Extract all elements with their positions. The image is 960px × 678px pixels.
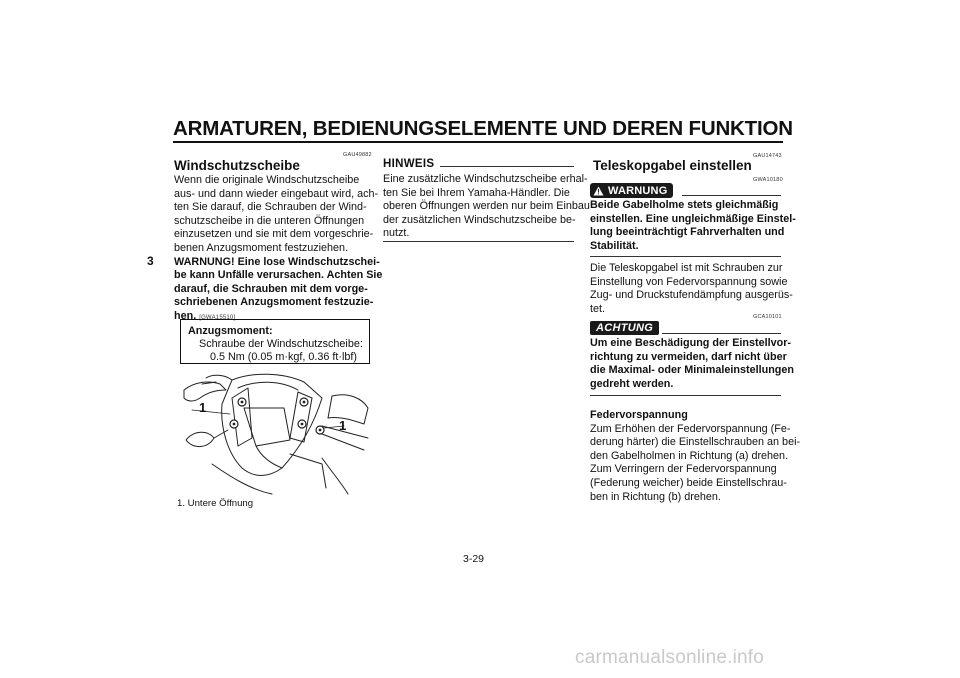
- page-number: 3-29: [463, 553, 485, 565]
- text-line: Zum Erhöhen der Federvorspannung (Fe-: [590, 422, 791, 435]
- callout-1-left: 1: [199, 400, 207, 415]
- section-heading-windschutzscheibe: Windschutzscheibe: [174, 158, 300, 173]
- text-line: (Federung weicher) beide Einstellschrau-: [590, 476, 787, 489]
- warning-badge-label: WARNUNG: [608, 184, 668, 197]
- warning-line: hen.: [174, 309, 197, 322]
- warning-code: [GWA15510]: [199, 314, 236, 321]
- text-line: Die Teleskopgabel ist mit Schrauben zur: [590, 262, 783, 274]
- leader-line-left: [192, 410, 230, 414]
- section-code: GAU14743: [753, 153, 782, 159]
- text-line: gedreht werden.: [590, 377, 674, 390]
- text-line: derung härter) die Einstellschrauben an bei-: [590, 436, 801, 449]
- note-paragraph: [383, 173, 590, 241]
- hand-finger: [206, 375, 232, 380]
- text-line: nutzt.: [383, 227, 410, 240]
- text-line: schutzscheibe in die unteren Öffnungen: [174, 214, 365, 227]
- page-title: ARMATUREN, BEDIENUNGSELEMENTE UND DEREN FUNKTION: [173, 117, 793, 140]
- bracket-left: [232, 388, 252, 446]
- hand-outline: [184, 382, 226, 401]
- torque-value: 0.5 Nm (0.05 m·kgf, 0.36 ft·lbf): [210, 351, 358, 363]
- note-rule-bottom: [383, 241, 574, 242]
- callout-1-right: 1: [339, 418, 347, 433]
- warning-line: be kann Unfälle verursachen. Achten Sie: [174, 269, 383, 282]
- chapter-tab: 3: [147, 254, 154, 268]
- torque-title: Anzugsmoment:: [188, 325, 273, 337]
- warning-line: WARNUNG! Eine lose Windschutzschei-: [174, 255, 380, 268]
- text-line: ten Sie darauf, die Schrauben der Wind-: [174, 201, 367, 214]
- hand-right: [328, 395, 368, 424]
- text-line: benen Anzugsmoment festzuziehen.: [174, 241, 349, 254]
- watermark: carmanualsonline.info: [575, 647, 765, 668]
- text-line: tet.: [590, 302, 606, 315]
- text-line: lung beeinträchtigt Fahrverhalten und: [590, 226, 785, 239]
- text-line: Zum Verringern der Federvorspannung: [590, 463, 777, 476]
- text-line: Eine zusätzliche Windschutzscheibe erhal-: [383, 173, 588, 185]
- spring-preload-section: [590, 409, 800, 504]
- warning-line: darauf, die Schrauben mit dem vorge-: [174, 282, 368, 295]
- text-line: einzusetzen und sie mit dem vorgeschrie-: [174, 228, 374, 241]
- torque-spec-box: [180, 319, 370, 364]
- caution-rule-top: [662, 333, 781, 334]
- text-line: Zug- und Druckstufendämpfung ausgerüs-: [590, 289, 793, 302]
- figure-caption: 1. Untere Öffnung: [177, 498, 254, 509]
- warning-line: schriebenen Anzugsmoment festzuzie-: [174, 296, 374, 309]
- section-code: GAU49882: [343, 152, 372, 158]
- fork-intro-text: [590, 262, 793, 316]
- text-line: der zusätzlichen Windschutzscheibe be-: [383, 213, 576, 226]
- sub-heading: Federvorspannung: [590, 409, 688, 421]
- warning-code: GWA10180: [753, 177, 783, 183]
- section-heading-teleskopgabel: Teleskopgabel einstellen: [593, 158, 752, 173]
- text-line: ten Sie bei Ihrem Yamaha-Händler. Die: [383, 186, 570, 199]
- note-rule-top: [440, 166, 574, 167]
- text-line: oberen Öffnungen werden nur beim Einbau: [383, 200, 590, 213]
- fork-warning-text: [590, 199, 796, 253]
- caution-text: [590, 337, 794, 391]
- text-line: Einstellung von Federvorspannung sowie: [590, 275, 788, 288]
- text-line: einstellen. Eine ungleichmäßige Einstel-: [590, 212, 796, 225]
- warning-badge: [590, 183, 673, 198]
- windshield-paragraph: [174, 174, 382, 326]
- text-line: Um eine Beschädigung der Einstellvor-: [590, 337, 791, 349]
- text-line: Wenn die originale Windschutzscheibe: [174, 174, 360, 186]
- text-line: die Maximal- oder Minimaleinstellungen: [590, 364, 794, 377]
- text-line: aus- und dann wieder eingebaut wird, ach-: [174, 187, 379, 200]
- warning-rule-bottom: [590, 256, 781, 257]
- text-line: Beide Gabelholme stets gleichmäßig: [590, 199, 779, 211]
- warning-triangle-icon: [593, 186, 604, 196]
- mirror-left: [186, 432, 214, 446]
- text-line: Stabilität.: [590, 239, 639, 252]
- note-heading: HINWEIS: [383, 158, 435, 170]
- caution-rule-bottom: [590, 395, 781, 396]
- caution-code: GCA10101: [753, 314, 782, 320]
- text-line: richtung zu vermeiden, darf nicht über: [590, 350, 787, 363]
- caution-badge: ACHTUNG: [590, 321, 659, 335]
- torque-line: Schraube der Windschutzscheibe:: [199, 338, 363, 350]
- text-line: ben in Richtung (b) drehen.: [590, 490, 721, 503]
- warning-rule-top: [682, 195, 781, 196]
- text-line: den Gabelholmen in Richtung (a) drehen.: [590, 449, 789, 462]
- title-rule: [173, 141, 783, 143]
